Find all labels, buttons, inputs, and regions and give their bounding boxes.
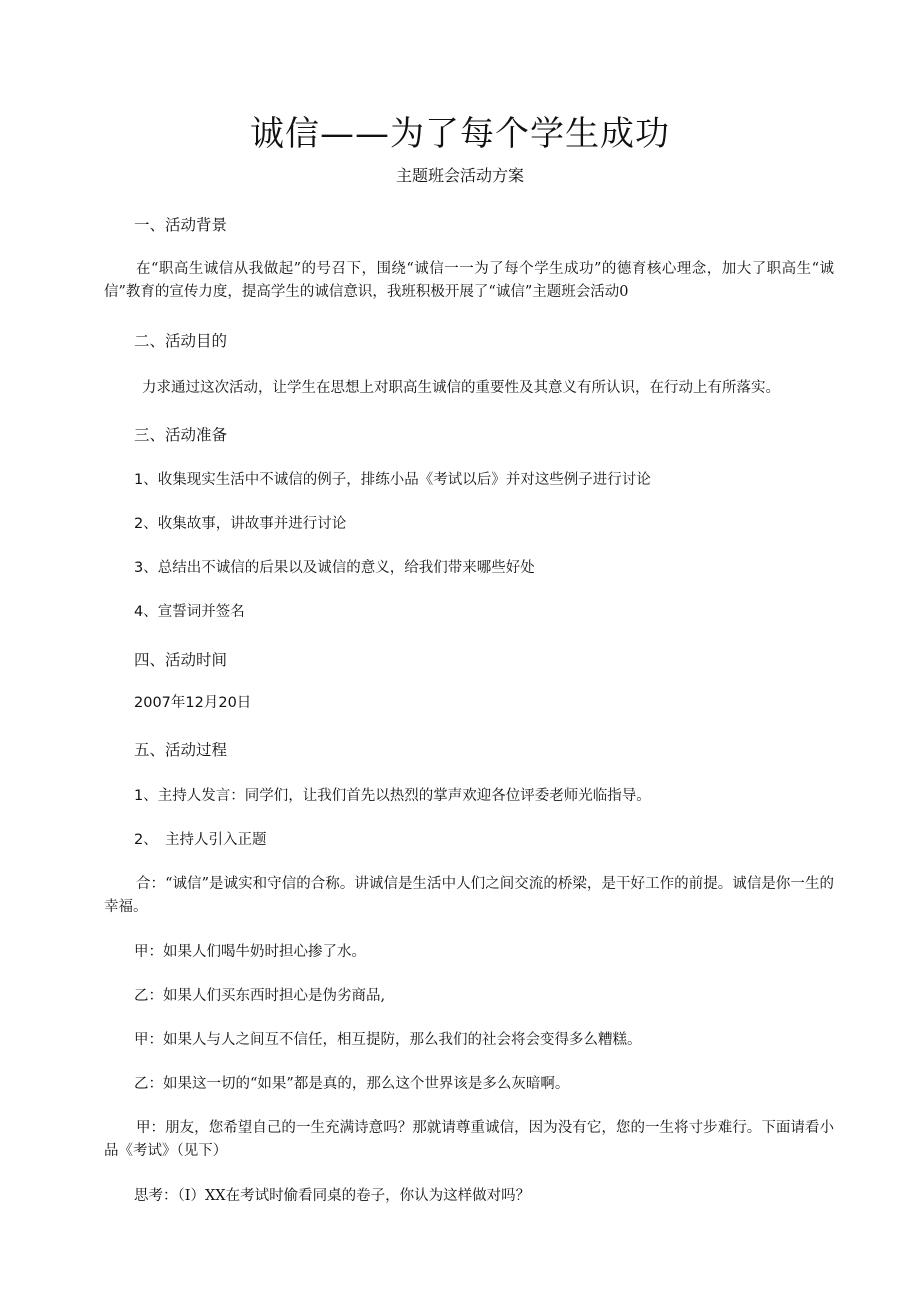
dialogue-line: 合：“诚信”是诚实和守信的合称。讲诚信是生活中人们之间交流的桥梁，是干好工作的前提。诚信是你一生的幸福。 <box>104 876 834 915</box>
section-heading-process: 五、活动过程 <box>134 741 228 759</box>
section-heading-background: 一、活动背景 <box>134 216 228 234</box>
process-item: 2、 主持人引入正题 <box>134 832 267 848</box>
dialogue-line: 甲：朋友，您希望自己的一生充满诗意吗？那就请尊重诚信，因为没有它，您的一生将寸步难行。下面请看小品《考试》（见下） <box>104 1120 834 1159</box>
prep-item: 4、宣誓词并签名 <box>134 604 245 620</box>
section-heading-purpose: 二、活动目的 <box>134 332 228 350</box>
dialogue-line: 甲：如果人们喝牛奶时担心掺了水。 <box>134 944 366 960</box>
activity-date: 2007年12月20日 <box>134 695 252 711</box>
document-subtitle: 主题班会活动方案 <box>395 166 524 185</box>
think-question: 思考：（I）XX在考试时偷看同桌的卷子，你认为这样做对吗？ <box>134 1188 531 1204</box>
dialogue-line: 甲：如果人与人之间互不信任，相互提防，那么我们的社会将会变得多么糟糕。 <box>134 1032 642 1048</box>
background-paragraph: 在“职高生诚信从我做起”的号召下，围绕“诚信一一为了每个学生成功”的德育核心理念，加大了职高生“诚信”教育的宣传力度，提高学生的诚信意识，我班积极开展了“诚信”主题班会活动0 <box>104 261 834 300</box>
dialogue-line: 乙：如果这一切的“如果”都是真的，那么这个世界该是多么灰暗啊。 <box>134 1076 570 1092</box>
prep-item: 3、总结出不诚信的后果以及诚信的意义，给我们带来哪些好处 <box>134 560 535 576</box>
process-item: 1、主持人发言：同学们，让我们首先以热烈的掌声欢迎各位评委老师光临指导。 <box>134 788 651 804</box>
section-heading-time: 四、活动时间 <box>134 651 228 669</box>
prep-item: 1、收集现实生活中不诚信的例子，排练小品《考试以后》并对这些例子进行讨论 <box>134 472 651 488</box>
dialogue-line: 乙：如果人们买东西时担心是伪劣商品, <box>134 988 386 1004</box>
purpose-paragraph: 力求通过这次活动，让学生在思想上对职高生诚信的重要性及其意义有所认识，在行动上有所落实。 <box>142 380 780 396</box>
prep-item: 2、收集故事，讲故事并进行讨论 <box>134 516 347 532</box>
document-title: 诚信——为了每个学生成功 <box>250 114 670 154</box>
section-heading-preparation: 三、活动准备 <box>134 426 228 444</box>
